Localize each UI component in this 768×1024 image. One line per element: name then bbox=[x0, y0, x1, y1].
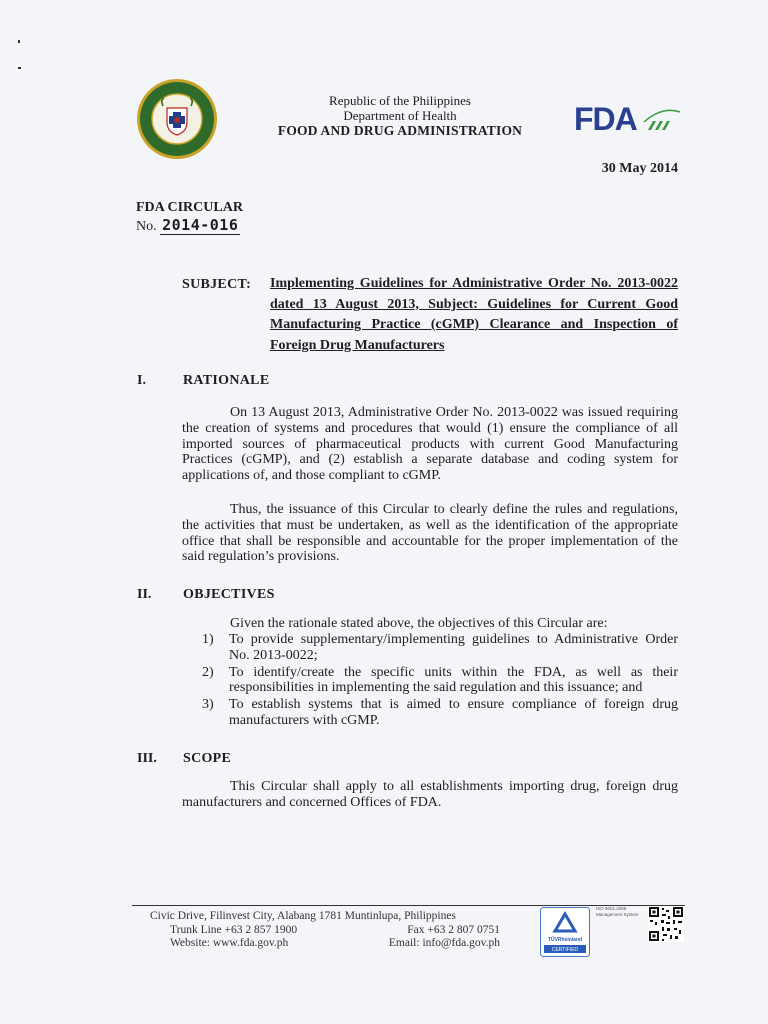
circular-title: FDA CIRCULAR bbox=[136, 200, 243, 215]
list-item-text: To provide supplementary/implementing guidelines to Administrative Order No. 2013-0022; bbox=[229, 632, 678, 663]
fda-logo bbox=[574, 100, 682, 136]
list-item-number: 1) bbox=[202, 632, 214, 647]
footer-website: Website: www.fda.gov.ph bbox=[170, 937, 289, 949]
circular-number: 2014-016 bbox=[162, 216, 239, 234]
doh-seal-logo bbox=[136, 78, 218, 160]
rationale-paragraph-1: On 13 August 2013, Administrative Order No. 2013-0022 was issued requiring the creation of systems and procedures that would (1) ensure the compliance of all imported sources of pharmaceutical products with current Good Manufacturing Practices (cGMP), and (2) establish a separate database and coding system for applications of, and those compliant to cGMP. bbox=[182, 405, 678, 484]
list-item-number: 3) bbox=[202, 697, 214, 713]
letterhead-department: Department of Health bbox=[343, 108, 457, 123]
footer-contact bbox=[150, 910, 530, 951]
circular-number-line bbox=[136, 216, 240, 235]
tuv-name: TÜVRheinland bbox=[547, 937, 583, 943]
footer-fax: Fax +63 2 807 0751 bbox=[407, 923, 500, 936]
scan-mark bbox=[18, 40, 20, 43]
rationale-paragraph-2: Thus, the issuance of this Circular to clearly define the rules and regulations, the activities that must be undertaken, as well as the identification of the appropriate office that shall be responsible and accountable for the proper implementation of the said regulation’s provisions. bbox=[182, 502, 678, 565]
section-title-scope: SCOPE bbox=[183, 751, 232, 766]
section-title-rationale: RATIONALE bbox=[183, 373, 270, 388]
fda-logo-text: FDA bbox=[574, 101, 637, 136]
scope-paragraph: This Circular shall apply to all establishments importing drug, foreign drug manufacturers and concerned Offices of FDA. bbox=[182, 779, 678, 810]
footer-email: Email: info@fda.gov.ph bbox=[388, 937, 500, 949]
footer-address: Civic Drive, Filinvest City, Alabang 1781 Muntinlupa, Philippines bbox=[150, 910, 456, 922]
subject-label: SUBJECT: bbox=[182, 277, 252, 292]
letterhead-republic: Republic of the Philippines bbox=[329, 93, 471, 108]
list-item bbox=[200, 632, 678, 664]
tuv-certification-logo bbox=[540, 907, 590, 957]
iso-text: ISO 9001:2008 Management System bbox=[596, 906, 639, 917]
section-number-objectives: II. bbox=[137, 587, 152, 602]
subject-text: Implementing Guidelines for Administrative Order No. 2013-0022 dated 13 August 2013, Subject: Guidelines for Current Good Manufacturing Practice (cGMP) Clearance and Inspection of Foreign Drug Manufacturers bbox=[270, 276, 678, 353]
list-item bbox=[200, 697, 678, 729]
footer-web-row bbox=[150, 937, 530, 951]
letterhead bbox=[250, 93, 550, 138]
list-item bbox=[200, 665, 678, 697]
circular-no-label: No. bbox=[136, 219, 157, 234]
scan-mark bbox=[18, 67, 21, 69]
section-number-rationale: I. bbox=[137, 373, 146, 388]
list-item-text: To establish systems that is aimed to ensure compliance of foreign drug manufacturers with cGMP. bbox=[229, 697, 678, 728]
document-date: 30 May 2014 bbox=[601, 161, 678, 176]
letterhead-agency: FOOD AND DRUG ADMINISTRATION bbox=[277, 123, 523, 138]
objectives-list bbox=[200, 632, 678, 730]
qr-code-icon bbox=[648, 906, 684, 942]
objectives-intro: Given the rationale stated above, the objectives of this Circular are: bbox=[230, 616, 608, 631]
tuv-certified: CERTIFIED bbox=[551, 947, 579, 953]
footer-trunk-line: Trunk Line +63 2 857 1900 bbox=[170, 923, 298, 936]
footer-phone-row bbox=[150, 924, 530, 938]
list-item-text: To identify/create the specific units within the FDA, as well as their responsibilities in implementing the said regulation and this issuance; and bbox=[229, 664, 678, 696]
section-title-objectives: OBJECTIVES bbox=[183, 587, 275, 602]
section-number-scope: III. bbox=[137, 751, 157, 766]
list-item-number: 2) bbox=[202, 664, 214, 680]
